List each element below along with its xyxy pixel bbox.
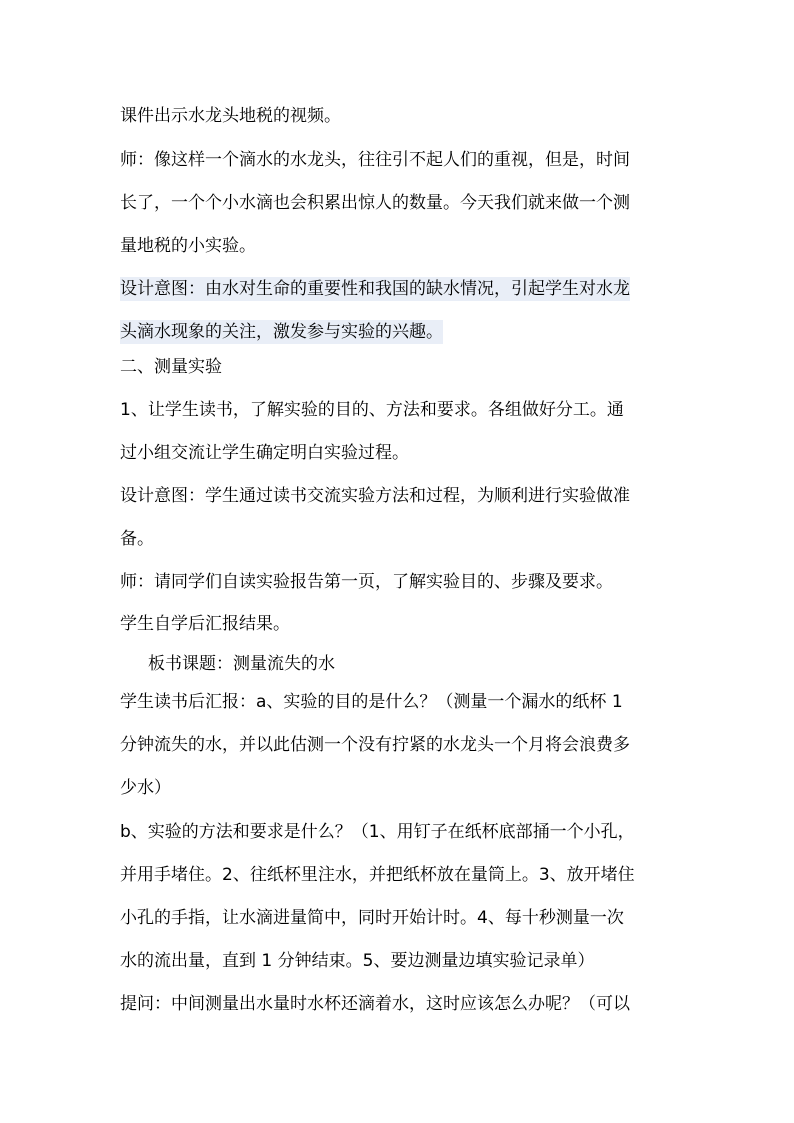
paragraph-line: 过小组交流让学生确定明白实验过程。 [120,443,409,463]
paragraph-line: 课件出示水龙头地税的视频。 [120,106,341,126]
paragraph-line: 长了，一个个小水滴也会积累出惊人的数量。今天我们就来做一个测 [120,193,630,213]
design-intent-line: 设计意图：学生通过读书交流实验方法和过程，为顺利进行实验做准 [120,486,630,506]
paragraph-line: 小孔的手指，让水滴进量简中，同时开始计时。4、每十秒测量一次 [120,908,624,928]
paragraph-line: 师：像这样一个滴水的水龙头，往往引不起人们的重视，但是，时间 [120,150,630,170]
section-heading: 二、测量实验 [120,357,222,377]
paragraph-line: 师：请同学们自读实验报告第一页，了解实验目的、步骤及要求。 [120,572,613,592]
paragraph-line: 学生自学后汇报结果。 [120,614,290,634]
paragraph-line: 提问：中间测量出水量时水杯还滴着水，这时应该怎么办呢？（可以 [120,994,630,1014]
paragraph-line: 水的流出量，直到 1 分钟结束。5、要边测量边填实验记录单） [120,951,595,971]
paragraph-line: b、实验的方法和要求是什么？（1、用钉子在纸杯底部捅一个小孔， [120,822,635,842]
paragraph-line: 分钟流失的水，并以此估测一个没有拧紧的水龙头一个月将会浪费多 [120,735,630,755]
design-intent-line: 头滴水现象的关注，激发参与实验的兴趣。 [120,322,443,342]
paragraph-line: 量地税的小实验。 [120,236,256,256]
blackboard-title: 板书课题：测量流失的水 [148,654,335,674]
paragraph-line: 少水） [120,778,171,798]
design-intent-line: 设计意图：由水对生命的重要性和我国的缺水情况，引起学生对水龙 [120,279,630,299]
paragraph-line: 学生读书后汇报：a、实验的目的是什么？（测量一个漏水的纸杯 1 [120,692,623,712]
paragraph-line: 备。 [120,529,154,549]
paragraph-line: 并用手堵住。2、往纸杯里注水，并把纸杯放在量筒上。3、放开堵住 [120,865,635,885]
paragraph-line: 1、让学生读书，了解实验的目的、方法和要求。各组做好分工。通 [120,400,624,420]
